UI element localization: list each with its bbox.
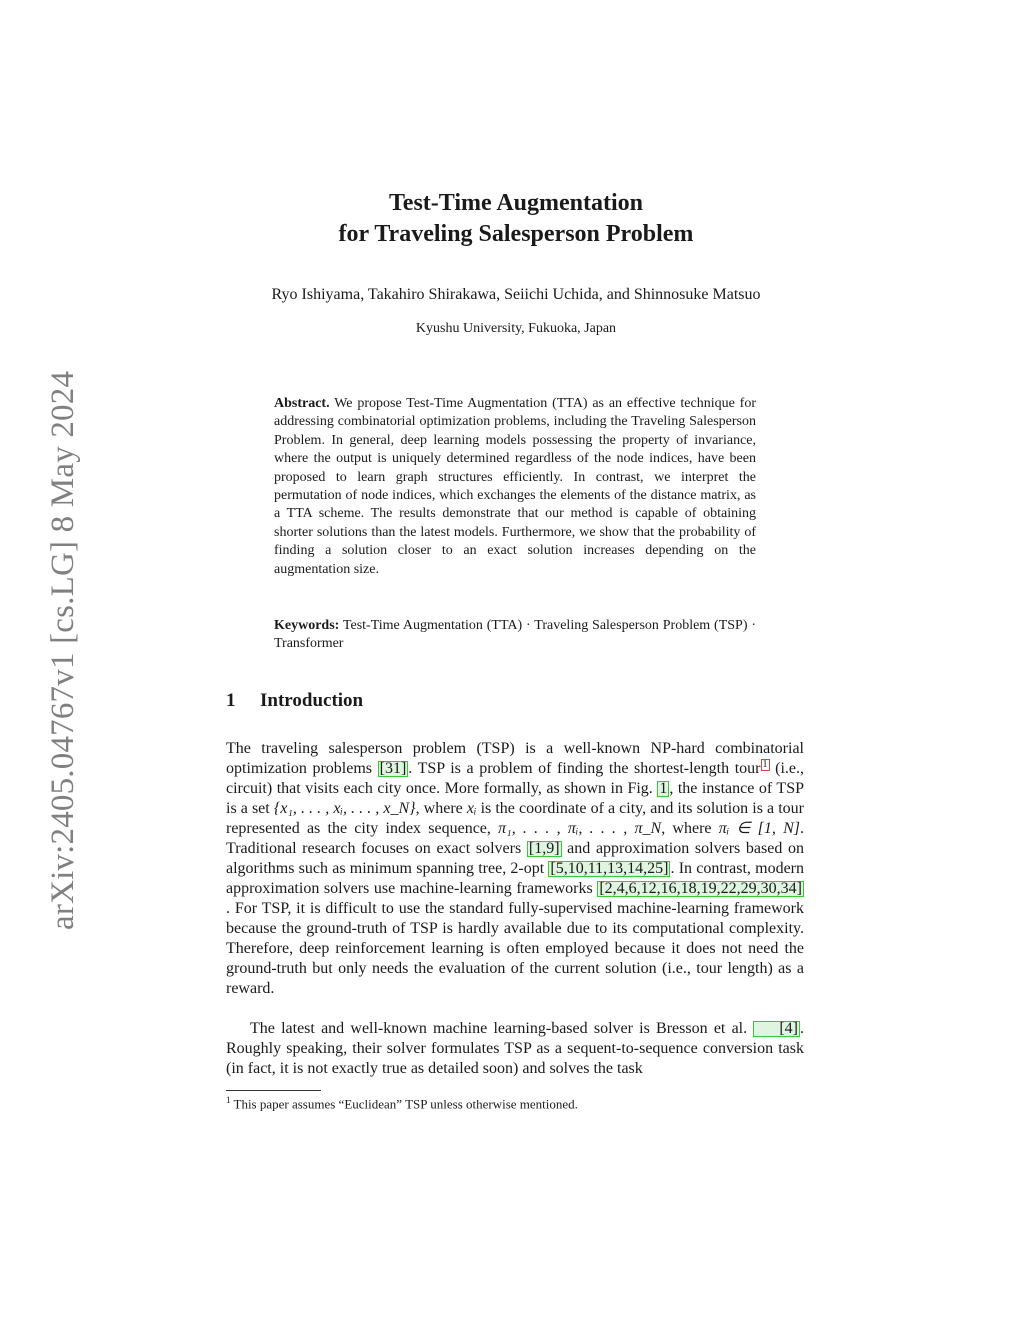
footnote-mark: 1: [226, 1095, 231, 1105]
figure-ref-link[interactable]: 1: [659, 780, 668, 797]
text-run: , where: [661, 820, 719, 837]
abstract-label: Abstract.: [274, 396, 330, 411]
footnote-ref-link[interactable]: 1: [762, 759, 768, 770]
citation-link[interactable]: [2,4,6,12,16,18,19,22,29,30,34]: [599, 880, 802, 897]
text-run: (i.e., circuit) that visits each city once. More formally, as shown in Fig.: [226, 760, 804, 797]
text-run: . Traditional research focuses on exact solvers: [226, 820, 805, 857]
text-run: . For TSP, it is difficult to use the standard fully-supervised machine-learning framework because the ground-truth of TSP is hardly available due to its computational complexity. Therefore, deep reinforcement learning is often employed because it does not need the ground-truth but only needs the evaluation of the current solution (i.e., tour length) as a reward.: [226, 900, 804, 997]
citation-link[interactable]: [4]: [753, 1021, 800, 1037]
keywords: [274, 617, 756, 654]
title-line-2: for Traveling Salesperson Problem: [338, 221, 694, 247]
keywords-label: Keywords:: [274, 618, 340, 633]
author-list: Ryo Ishiyama, Takahiro Shirakawa, Seiichi Uchida, and Shinnosuke Matsuo: [271, 286, 761, 303]
citation-link[interactable]: [5,10,11,13,14,25]: [550, 860, 669, 877]
math-city-set: {x₁, . . . , xᵢ, . . . , x_N}: [273, 800, 416, 817]
citation-link[interactable]: [1,9]: [528, 840, 560, 857]
text-run: is the coordinate of a city, and its solution is a tour represented as the city index sequence,: [226, 800, 805, 837]
math-xi: xᵢ: [466, 800, 477, 817]
keywords-text: Test-Time Augmentation (TTA) · Traveling Salesperson Problem (TSP) · Transformer: [274, 618, 756, 652]
affiliation: Kyushu University, Fukuoka, Japan: [415, 321, 617, 336]
footnote-text: This paper assumes “Euclidean” TSP unless otherwise mentioned.: [233, 1096, 578, 1112]
text-run: , where: [415, 800, 467, 817]
paper-title: [226, 188, 806, 250]
text-run: and approximation solvers based on algorithms such as minimum spanning tree, 2-opt: [226, 840, 805, 877]
section-heading: [226, 690, 363, 712]
title-line-1: Test-Time Augmentation: [388, 190, 643, 216]
footnote-divider: [226, 1090, 321, 1091]
footnote: [226, 1095, 804, 1112]
intro-paragraph-2: [226, 1019, 804, 1079]
text-run: . Roughly speaking, their solver formulates TSP as a sequent-to-sequence conversion task (in fact, it is not exactly true as detailed soon) and solves the task: [226, 1020, 804, 1077]
intro-paragraph-1: [226, 739, 804, 999]
math-index-sequence: π₁, . . . , πᵢ, . . . , π_N: [498, 820, 662, 837]
abstract-text: We propose Test-Time Augmentation (TTA) as an effective technique for addressing combinatorial optimization problems, including the Traveling Salesperson Problem. In general, deep learning models possessing the property of invariance, where the output is uniquely determined regardless of the node indices, have been proposed to learn graph structures efficiently. In contrast, we interpret the permutation of node indices, which exchanges the elements of the distance matrix, as a TTA scheme. The results demonstrate that our method is capable of obtaining shorter solutions than the latest models. Furthermore, we show that the probability of finding a solution closer to an exact solution increases depending on the augmentation size.: [274, 396, 756, 577]
text-run: The traveling salesperson problem (TSP) is a well-known NP-hard combinatorial optimization problems: [226, 740, 804, 777]
section-number: 1: [226, 690, 236, 711]
abstract: [274, 395, 756, 579]
math-pi-range: πᵢ ∈ [1, N]: [718, 820, 801, 837]
text-run: . In contrast, modern approximation solvers use machine-learning frameworks: [226, 860, 805, 897]
text-run: . TSP is a problem of finding the shortest-length tour: [408, 760, 761, 777]
text-run: , the instance of TSP is a set: [226, 780, 805, 817]
arxiv-identifier: arXiv:2405.04767v1 [cs.LG] 8 May 2024: [45, 370, 81, 930]
section-title: Introduction: [260, 690, 364, 711]
text-run: The latest and well-known machine learning-based solver is Bresson et al.: [250, 1020, 754, 1037]
citation-link[interactable]: [31]: [379, 760, 407, 777]
